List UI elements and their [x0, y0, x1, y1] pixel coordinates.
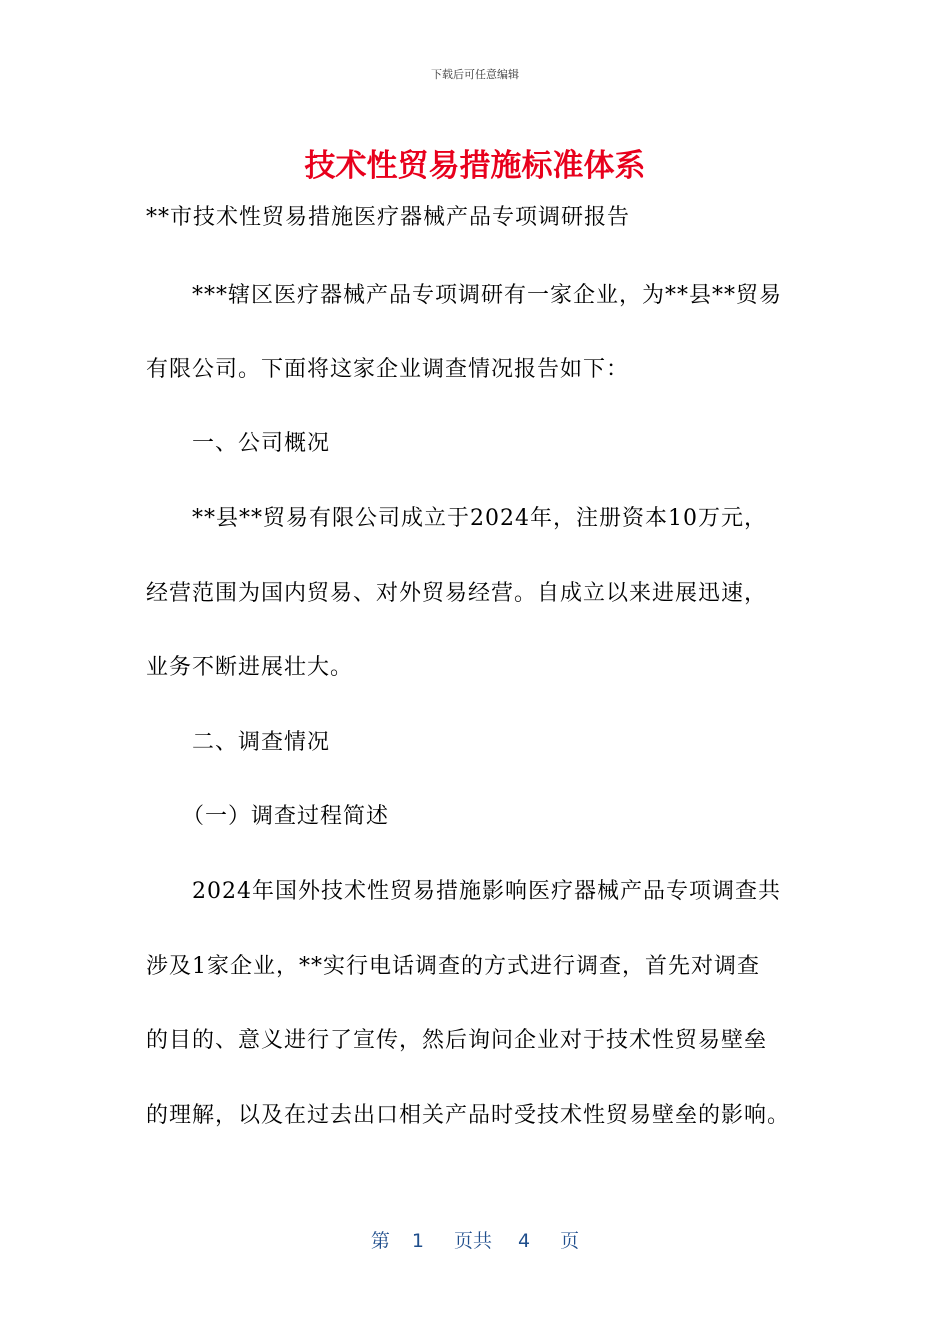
footer-total-pages: 4 [518, 1230, 531, 1252]
paragraph-line: 经营范围为国内贸易、对外贸易经营。自成立以来进展迅速， [146, 581, 768, 606]
paragraph-line: 2024年国外技术性贸易措施影响医疗器械产品专项调查共 [192, 879, 781, 904]
footer-suffix: 页 [560, 1230, 580, 1252]
report-subtitle: **市技术性贸易措施医疗器械产品专项调研报告 [146, 205, 631, 230]
paragraph-line: ***辖区医疗器械产品专项调研有一家企业，为**县**贸易 [192, 283, 783, 308]
paragraph-line: 的目的、意义进行了宣传，然后询问企业对于技术性贸易壁垒 [146, 1028, 768, 1053]
paragraph-line: **县**贸易有限公司成立于2024年，注册资本10万元， [192, 506, 767, 531]
paragraph-line: 有限公司。下面将这家企业调查情况报告如下： [146, 357, 630, 382]
document-title: 技术性贸易措施标准体系 [304, 148, 646, 184]
subsection-heading: （一）调查过程简述 [182, 804, 390, 829]
page-footer [0, 1226, 950, 1253]
paragraph-line: 涉及1家企业，**实行电话调查的方式进行调查，首先对调查 [146, 954, 760, 979]
header-note: 下载后可任意编辑 [431, 68, 519, 81]
footer-middle: 页共 [453, 1230, 492, 1252]
section-heading-overview: 一、公司概况 [192, 431, 331, 456]
footer-prefix: 第 [370, 1230, 390, 1252]
paragraph-line: 业务不断进展壮大。 [146, 655, 354, 680]
paragraph-line: 的理解，以及在过去出口相关产品时受技术性贸易壁垒的影响。 [146, 1103, 791, 1128]
section-heading-survey: 二、调查情况 [192, 730, 331, 755]
footer-page-number: 1 [411, 1230, 424, 1252]
